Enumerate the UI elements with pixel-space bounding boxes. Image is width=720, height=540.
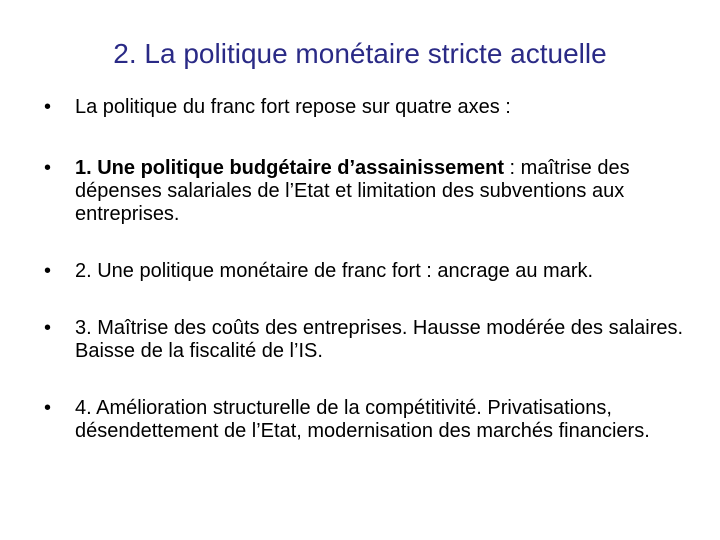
bullet-text: 4. Amélioration structurelle de la compétitivité. Privatisations, désendettement de l’Etat, modernisation des marchés financiers. bbox=[75, 397, 650, 442]
bullet-bold-text: 1. Une politique budgétaire d’assainissement bbox=[75, 157, 504, 179]
bullet-marker: • bbox=[44, 96, 52, 118]
bullet-text: 3. Maîtrise des coûts des entreprises. Hausse modérée des salaires. Baisse de la fiscalité de l’IS. bbox=[75, 317, 684, 362]
bullet-marker: • bbox=[44, 317, 52, 339]
bullet-marker: • bbox=[44, 397, 52, 419]
bullet-marker: • bbox=[44, 260, 52, 282]
bullet-item-intro bbox=[44, 96, 684, 119]
bullet-item-budget bbox=[44, 157, 684, 226]
bullet-text: 2. Une politique monétaire de franc fort : ancrage au mark. bbox=[75, 260, 594, 282]
bullet-marker: • bbox=[44, 157, 52, 179]
slide-title: 2. La politique monétaire stricte actuelle bbox=[113, 38, 607, 69]
bullet-item-monetary bbox=[44, 260, 684, 283]
bullet-text: : maîtrise des dépenses salariales de l’Etat et limitation des subventions aux entreprises. bbox=[75, 157, 630, 225]
bullet-item-competitiveness bbox=[44, 397, 684, 443]
bullet-item-costs bbox=[44, 317, 684, 363]
bullet-text: La politique du franc fort repose sur quatre axes : bbox=[75, 96, 511, 118]
bullet-list bbox=[44, 96, 684, 477]
